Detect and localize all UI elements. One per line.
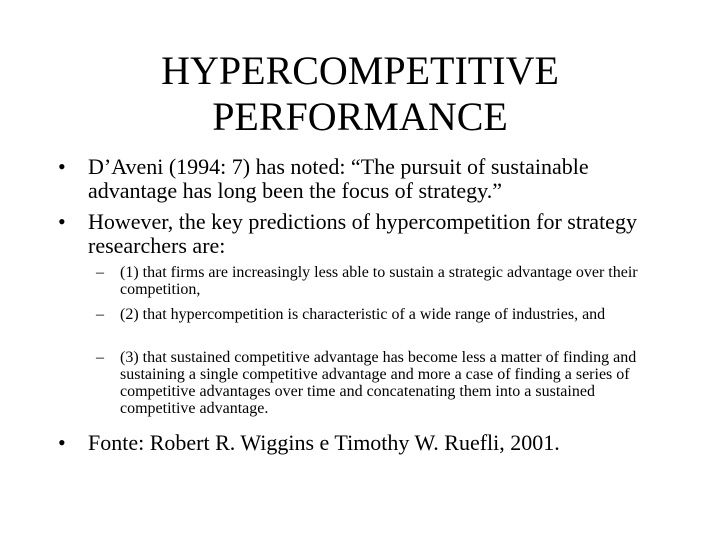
slide-title <box>0 48 720 140</box>
bullet-marker: • <box>58 430 66 455</box>
sub-bullet-item <box>96 264 660 298</box>
bullet-marker: • <box>58 154 66 179</box>
title-line: HYPERCOMPETITIVE <box>161 48 559 93</box>
source-citation: Fonte: Robert R. Wiggins e Timothy W. Ruefli, 2001. <box>88 430 560 455</box>
sub-bullet-text: (3) that sustained competitive advantage has become less a matter of finding and sustaining a single competitive advantage and more a case of finding a series of competitive advantages over time and concatenating them into a sustained competitive advantage. <box>120 349 637 417</box>
sub-bullet-marker: – <box>96 306 104 323</box>
sub-bullet-marker: – <box>96 349 104 366</box>
sub-bullet-marker: – <box>96 264 104 281</box>
sub-bullet-item <box>96 306 660 323</box>
bullet-text: D’Aveni (1994: 7) has noted: “The pursuit of sustainable advantage has long been the focus of strategy.” <box>88 154 589 203</box>
title-line: PERFORMANCE <box>212 94 508 139</box>
bullet-text: However, the key predictions of hypercompetition for strategy researchers are: <box>88 209 637 258</box>
bullet-item <box>58 210 658 258</box>
bullet-marker: • <box>58 209 66 234</box>
sub-bullet-text: (2) that hypercompetition is characteristic of a wide range of industries, and <box>120 306 606 323</box>
bullet-item <box>58 155 658 203</box>
sub-bullet-item <box>96 349 660 417</box>
sub-bullet-text: (1) that firms are increasingly less able to sustain a strategic advantage over their competition, <box>120 264 638 298</box>
bullet-item-source <box>58 431 658 455</box>
